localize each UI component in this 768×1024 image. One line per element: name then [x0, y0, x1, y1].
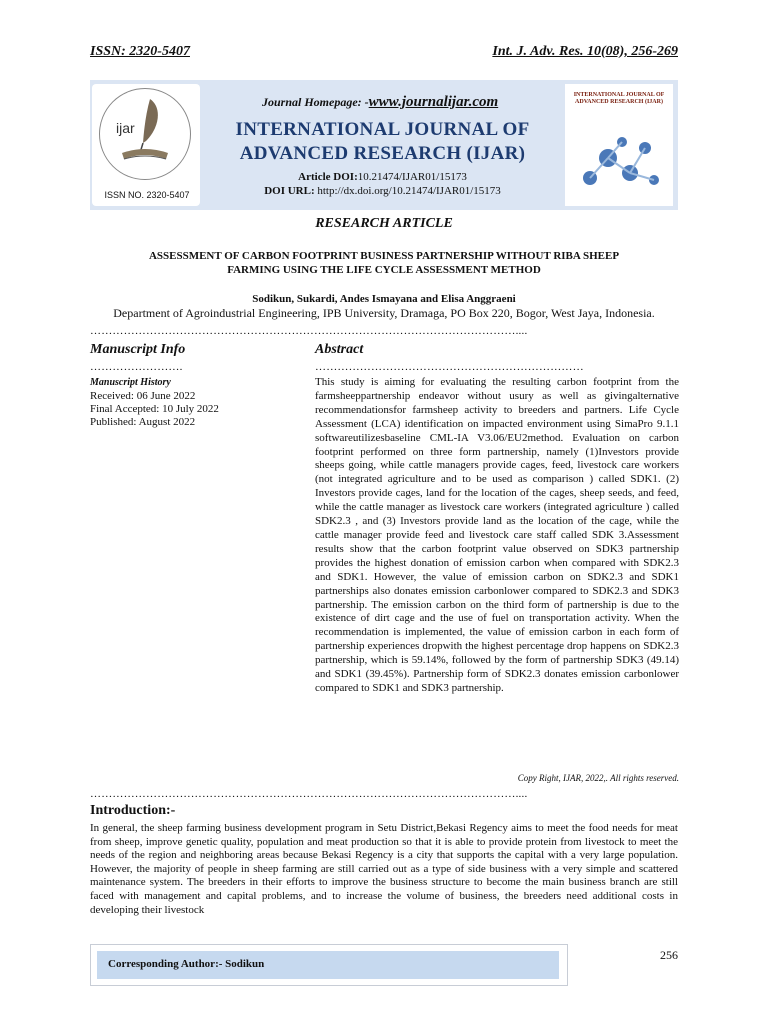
title-line2: FARMING USING THE LIFE CYCLE ASSESSMENT METHOD [227, 264, 541, 276]
homepage-link[interactable]: www.journalijar.com [368, 94, 499, 110]
page-number: 256 [660, 948, 678, 962]
journal-name [200, 118, 565, 166]
abstract-heading: Abstract [315, 342, 364, 357]
logo-issn: ISSN NO. 2320-5407 [104, 190, 190, 200]
journal-homepage [262, 94, 498, 111]
doi-label: Article DOI: [298, 171, 358, 183]
published-date: Published: August 2022 [90, 416, 196, 428]
manuscript-info-heading: Manuscript Info [90, 342, 186, 357]
doi-url-label: DOI URL: [264, 185, 315, 197]
copyright: Copy Right, IJAR, 2022,. All rights reserved. [517, 773, 679, 783]
article-type: RESEARCH ARTICLE [315, 216, 453, 231]
running-header [90, 44, 678, 60]
separator-right: ……………………………………………………………… [315, 361, 584, 373]
introduction-text: In general, the sheep farming business development program in Setu District,Bekasi Regency aims to meet the food needs for meat from sheep, improve genetic quality, population and meat production so that it is able to provide protein from livestock to meet the needs of the region and neighboring areas because Bekasi Regency is a city that supports the capital with a very large population. However, the majority of people in sheep farming are still carried out as a type of side business with a very simple and scattered maintenance system. The breeders in their efforts to improve the business structure to become the main business branch are still faced with management and capital problems, and to increase the volume of business, the breeders need additional costs in developing their livestock [90, 822, 678, 916]
citation-text: Int. J. Adv. Res. 10(08), 256-269 [492, 44, 678, 59]
molecule-icon [570, 128, 668, 198]
homepage-label: Journal Homepage: - [262, 95, 369, 109]
cover-title: INTERNATIONAL JOURNAL OF ADVANCED RESEARCH (IJAR) [573, 92, 665, 105]
journal-name-line1: INTERNATIONAL JOURNAL OF [235, 119, 530, 140]
manuscript-history-label: Manuscript History [90, 377, 171, 388]
article-title [110, 249, 658, 277]
separator-left: ……………………. [90, 361, 183, 373]
received-date: Received: 06 June 2022 [90, 390, 196, 402]
title-line1: ASSESSMENT OF CARBON FOOTPRINT BUSINESS PARTNERSHIP WITHOUT RIBA SHEEP [148, 250, 620, 262]
separator-bottom: …………………………………………………………………………………………………….... [90, 788, 528, 800]
doi-value: 10.21474/IJAR01/15173 [357, 171, 467, 183]
corresponding-author: Corresponding Author:- Sodikun [108, 958, 265, 970]
logo-circle [99, 88, 191, 180]
affiliation: Department of Agroindustrial Engineering, IPB University, Dramaga, PO Box 220, Bogor, West Jaya, Indonesia. [113, 306, 655, 320]
logo-text: ijar [116, 120, 135, 136]
abstract-text: This study is aiming for evaluating the resulting carbon footprint from the farmsheeppartnership endeavor without usury as well as givingalternative recommendationsfor farmsheep activity to breeders and partners. Life Cycle Assessment (LCA) identification on impacted environment using SimaPro 9.1.1 softwareutilizesbaseline CML-IA V3.06/EU2method. Evaluation on carbon footprint performed on three form partnership, namely (1)Investors provide sheeps going, while cattle managers provide cages, feed, livestock care workers (not integrated agriculture and to be used as comparison ) called SDK1. (2) Investors provide cages, land for the location of the cages, sheep seeds, and feed, while the cattle manager as livestock care workers (integrated agriculture ) called SDK2.3 , and (3) Investors provide land as the location of the cage, while the cattle manager provide feed and livestock care staff called SDK 3.Assessment results show that the carbon footprint value observed on SDK3 partnership provides the highest donation of emission carbon when compared with SDK2.3 and SDK1. However, the value of emission carbon on SDK2.3 and SDK1 partnerships also donates emission carbonlower compared to SDK2.3 and SDK3 partnership. The emission carbon on the third form of partnership is due to the existence of dirt cage and the use of fuel on transportation activity. When the recommendation is implemented, the value of emission carbon in each form of partnership experiences dropwith the highest percentage drop happens on SDK2.3 partnership, which is 59.14%, followed by the form of partnership SDK3 (49.14) and SDK1 (39.45%). Partnership form of SDK2.3 donates emission carbonlower compared to SDK1 and SDK3 partnership. [315, 376, 679, 694]
journal-name-line2: ADVANCED RESEARCH (IJAR) [239, 143, 526, 164]
quill-book-icon [100, 89, 190, 179]
issn-text: ISSN: 2320-5407 [90, 44, 190, 59]
introduction-heading: Introduction:- [90, 803, 176, 818]
authors: Sodikun, Sukardi, Andes Ismayana and Elisa Anggraeni [252, 293, 516, 305]
doi-block [200, 170, 565, 198]
doi-url-link[interactable]: http://dx.doi.org/10.21474/IJAR01/15173 [317, 185, 501, 197]
accepted-date: Final Accepted: 10 July 2022 [90, 403, 219, 415]
separator-top: …………………………………………………………………………………………………….... [90, 325, 528, 337]
